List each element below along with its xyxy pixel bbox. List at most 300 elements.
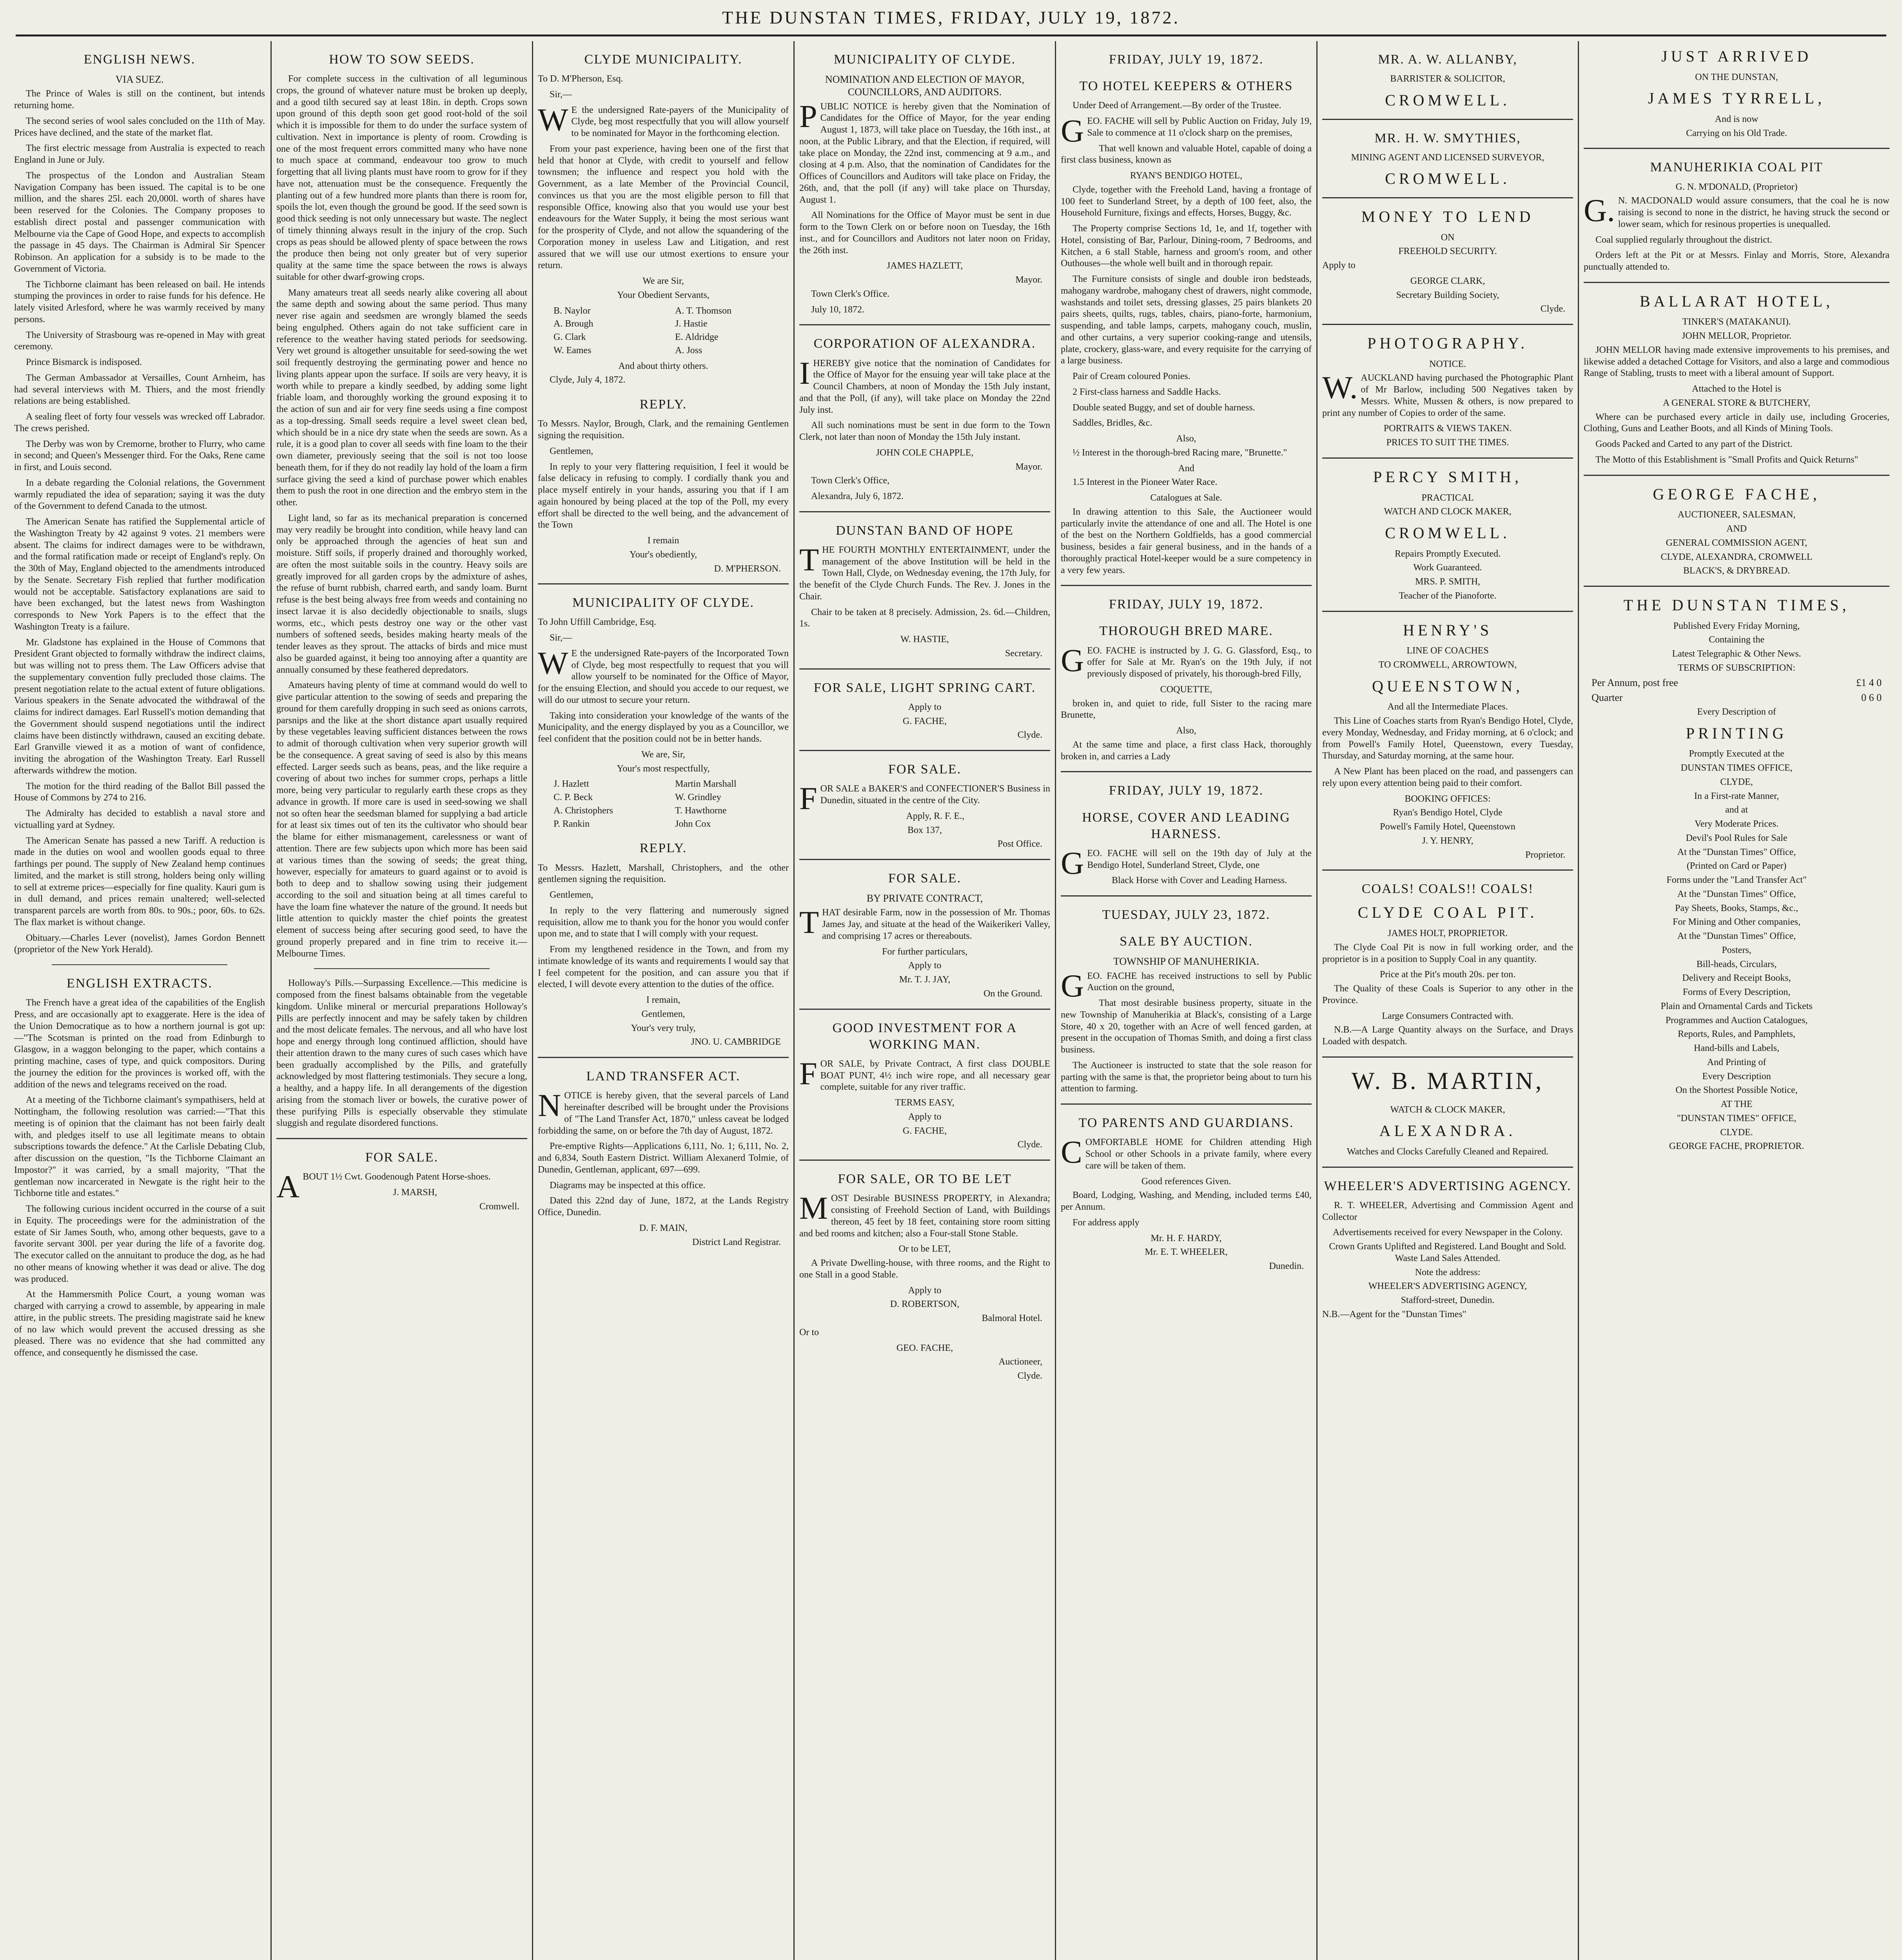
coach-line: And all the Intermediate Places. bbox=[1387, 702, 1508, 712]
signer: P. Rankin bbox=[554, 818, 590, 829]
for-sale-heading: FOR SALE. bbox=[888, 871, 962, 886]
coal-pit-owner: G. N. M'DONALD, (Proprietor) bbox=[1675, 181, 1798, 192]
section-rule bbox=[799, 324, 1050, 325]
martin-name: W. B. MARTIN, bbox=[1351, 1067, 1544, 1094]
times-line: Plain and Ornamental Cards and Tickets bbox=[1661, 1001, 1813, 1011]
section-rule bbox=[276, 1138, 527, 1139]
section-rule bbox=[799, 859, 1050, 860]
signer: J. Hazlett bbox=[554, 779, 589, 789]
percy-name: PERCY SMITH, bbox=[1373, 468, 1522, 486]
times-line: Very Moderate Prices. bbox=[1695, 819, 1779, 829]
apply-name: G. FACHE, bbox=[902, 1125, 947, 1136]
teacher-line: Teacher of the Pianoforte. bbox=[1399, 590, 1497, 601]
section-rule bbox=[1061, 771, 1312, 772]
column-5 bbox=[1061, 41, 1312, 1960]
news-paragraph: The American Senate has passed a new Tariff. A reduction is made in the duties on wool and woollen goods equal to three farthings per pound. The supply of New Zealand hemp continues limited, and the market is still strong, holders being only willing to sell at extreme prices—especially for fine quality. Kauri gum is in dull demand, and prices remain unaltered; well-selected transparent parcels are worth from 80s. to 90s.; poor, 60s. to 62s. The flax market is without change. bbox=[14, 835, 265, 927]
land-notice: NOTICE is hereby given, that the several parcels of Land hereinafter described will be brought under the Provisions of "The Land Transfer Act, 1870," unless caveat be lodged forbidding the same, on or before the 7th day of August, 1872. bbox=[538, 1087, 789, 1136]
sale-heading: FOR SALE. bbox=[365, 1150, 439, 1165]
band-of-hope-heading: DUNSTAN BAND OF HOPE bbox=[836, 523, 1014, 538]
hope-notice: Chair to be taken at 8 precisely. Admission, 2s. 6d.—Children, 1s. bbox=[799, 607, 1050, 629]
mrs-smith: MRS. P. SMITH, bbox=[1415, 577, 1481, 587]
times-line: Delivery and Receipt Books, bbox=[1682, 973, 1791, 984]
horse-ad: Black Horse with Cover and Leading Harness. bbox=[1112, 875, 1287, 886]
section-rule bbox=[1061, 895, 1312, 897]
closing: We are Sir, bbox=[642, 276, 684, 287]
booking-label: BOOKING OFFICES: bbox=[1405, 793, 1491, 804]
notice-label: NOTICE. bbox=[1429, 359, 1466, 369]
extract-paragraph: At a meeting of the Tichborne claimant's sympathisers, held at Nottingham, the following resolution was carried:—"That this meeting is of opinion that the claimant has not been fairly dealt with, and pledges itself to use all legitimate means to obtain subscriptions towards the defence." At the Carlisle Debating Club, after discussion on the question, "Is the Tichborne Claimant an Impostor?" it was carried, by a small majority, "That the gentleman now incarcerated in Newgate is the right heir to the Tichborne title and estates." bbox=[14, 1095, 265, 1199]
coach-line: LINE OF COACHES bbox=[1407, 646, 1489, 656]
signer: E. Aldridge bbox=[675, 332, 719, 343]
reply-heading: REPLY. bbox=[639, 841, 687, 856]
times-line: "DUNSTAN TIMES" OFFICE, bbox=[1677, 1113, 1797, 1123]
salutation: Sir,— bbox=[550, 89, 572, 100]
requisition-text: WE the undersigned Rate-payers of the Municipality of Clyde, beg most respectfully that you will allow yourself to be nominated for Mayor in the forthcoming election. bbox=[538, 102, 789, 139]
ballarat-sub: TINKER'S (MATAKANUI). bbox=[1682, 317, 1791, 327]
news-paragraph: Prince Bismarck is indisposed. bbox=[26, 357, 142, 368]
address-line: To D. M'Pherson, Esq. bbox=[538, 74, 623, 84]
apply-line: Apply to bbox=[908, 960, 942, 971]
holloway-ad: Holloway's Pills.—Surpassing Excellence.—This medicine is composed from the finest balsams obtainable from the vegetable kingdom. Unlike mineral or mercurial preparations Holloway's Pills are perfectly innocent and may be safely taken by children and the most delicate females. The nervous, and all who have lost hope and energy through long continued affliction, should have their attention drawn to the many cures of such cases which have been gradually accomplished by the Pills, and gratefully acknowledged by most flattering testimonials. They secure a long, a healthy, and a happy life. In all derangements of the digestion arising from the stomach liver or bowels, the curative power of these purifying Pills is especially observable they stimulate sluggish and regulate disordered functions. bbox=[276, 978, 527, 1129]
signer: G. Clark bbox=[554, 332, 586, 343]
closing: Your Obedient Servants, bbox=[617, 290, 710, 300]
apply-line: Apply to bbox=[908, 702, 942, 712]
news-paragraph: A sealing fleet of forty four vessels was wrecked off Labrador. The crews perished. bbox=[14, 412, 265, 434]
terms-line: TERMS EASY, bbox=[895, 1098, 955, 1108]
land-notice: Diagrams may be inspected at this office. bbox=[550, 1180, 706, 1191]
others-note: And about thirty others. bbox=[618, 361, 708, 371]
auction-ad: GEO. FACHE has received instructions to sell by Public Auction on the ground, bbox=[1061, 967, 1312, 1004]
apply-name: D. ROBERTSON, bbox=[890, 1299, 960, 1310]
photo-ad: W.AUCKLAND having purchased the Photographic Plant of Mr Barlow, including 500 Negatives taken by Messrs. White, Mussen & others, is now prepared to print any number of Copies to order of the same. bbox=[1322, 370, 1573, 418]
coal-ad: Large Consumers Contracted with. bbox=[1382, 1011, 1514, 1021]
martin-ad: Watches and Clocks Carefully Cleaned and Repaired. bbox=[1347, 1147, 1549, 1157]
coals-heading: COALS! COALS!! COALS! bbox=[1361, 882, 1534, 897]
reply-address: To Messrs. Hazlett, Marshall, Christophers, and the other gentlemen signing the requisition. bbox=[538, 862, 789, 885]
date-line: Clyde, July 4, 1872. bbox=[550, 375, 626, 385]
column-divider bbox=[532, 41, 533, 1960]
coal-owner: JAMES HOLT, PROPRIETOR. bbox=[1387, 928, 1508, 939]
registrar-title: District Land Registrar. bbox=[692, 1237, 781, 1247]
fache-and: AND bbox=[1726, 524, 1747, 534]
public-notice: All Nominations for the Office of Mayor must be sent in due form to the Town Clerk on or before noon on Tuesday, the 16th inst., and for Councillors and Auditors not later noon on Friday, the 26th inst. bbox=[799, 210, 1050, 256]
property-ad: A Private Dwelling-house, with three rooms, and the Right to one Stall in a good Stable. bbox=[799, 1258, 1050, 1280]
news-paragraph: The prospectus of the London and Australian Steam Navigation Company has been issued. The capital is to be one million, and the shares 25l. each 20,000l. worth of shares have been reserved for the Colonies. The Company proposes to establish direct postal and passenger communication with Melbourne via the Cape of Good Hope, and expects to accomplish the passage in 45 days. The Chairman is Admiral Sir Spencer Robinson. An application for a subsidy is to be made to the Government of Victoria. bbox=[14, 170, 265, 274]
section-rule bbox=[1584, 586, 1889, 587]
nomination-sub: NOMINATION AND ELECTION OF MAYOR, COUNCILLORS, AND AUDITORS. bbox=[825, 74, 1025, 98]
clyde-municipality-heading: CLYDE MUNICIPALITY. bbox=[584, 52, 742, 67]
smythies-place: CROMWELL. bbox=[1385, 170, 1510, 188]
mayor-title: Mayor. bbox=[1015, 461, 1042, 472]
news-paragraph: The Admiralty has decided to establish a naval store and victualling yard at Sydney. bbox=[14, 808, 265, 830]
news-paragraph: The German Ambassador at Versailles, Count Arnheim, has had several interviews with M. Thiers, and the most friendly relations are being established. bbox=[14, 372, 265, 407]
hotel-item: Saddles, Bridles, &c. bbox=[1073, 418, 1152, 428]
percy-title: WATCH AND CLOCK MAKER, bbox=[1384, 506, 1512, 517]
sale-place: Cromwell. bbox=[479, 1201, 519, 1212]
english-news-heading: ENGLISH NEWS. bbox=[83, 52, 196, 67]
section-rule bbox=[1322, 1167, 1573, 1168]
wheeler-ad: Crown Grants Uplifted and Registered. Land Bought and Sold. Waste Land Sales Attended. bbox=[1329, 1241, 1566, 1263]
apply-name: G. FACHE, bbox=[902, 716, 947, 726]
particulars: For further particulars, bbox=[882, 946, 967, 957]
wheeler-note: Note the address: bbox=[1415, 1267, 1481, 1278]
office-line: Town Clerk's Office. bbox=[811, 289, 890, 299]
mayor-name: JOHN COLE CHAPPLE, bbox=[876, 447, 974, 458]
times-line: Programmes and Auction Catalogues, bbox=[1665, 1015, 1808, 1025]
coach-line: QUEENSTOWN, bbox=[1372, 677, 1523, 695]
subscription-terms: TERMS OF SUBSCRIPTION: bbox=[1677, 662, 1796, 673]
ballarat-ad: Goods Packed and Carted to any part of the District. bbox=[1595, 439, 1793, 450]
times-line: Published Every Friday Morning, bbox=[1673, 621, 1800, 631]
price-value: £1 4 0 bbox=[1856, 677, 1882, 688]
apply-place: Clyde. bbox=[1017, 1371, 1042, 1381]
column-1 bbox=[14, 41, 265, 1960]
hotel-ad: In drawing attention to this Sale, the Auctioneer would particularly invite the attendance of one and all. The Hotel is one of the best on the Northern Goldfields, has a good commercial business, besides a fair general business, and in the hands of a thoroughly practical Hotel-keeper would be a sure competency in a very few years. bbox=[1061, 506, 1312, 575]
article-paragraph: For complete success in the cultivation of all leguminous crops, the ground of whatever nature must be broken up deeply, and a good tilth secured say at least 18in. in depth. Crops sown upon ground of this depth soon get good root-hold of the soil which it is impossible for them to do under the surface system of cultivation. Next in importance is plenty of room. Crowding is one of the most frequent errors committed many who have none to much space at command, endeavour too grow to much forgetting that all living plants must have room to grow for if they have not, attenuation must be the consequence. Frequently the planting out of a few hundred more plants than there is room for, spoils the lot, even though the ground be good. If the seed sown is good thick seeding is not only unnecessary but waste. The neglect of timely thinning always result in the injury of the crop. Such crops as peas should be allowed plenty of space between the rows the produce then being not only greater but of very superior quality at the same time the space between the rows is always suitable for other dwarf-growing crops. bbox=[276, 74, 527, 282]
percy-repairs: Repairs Promptly Executed. bbox=[1395, 548, 1501, 559]
photography-heading: PHOTOGRAPHY. bbox=[1367, 334, 1528, 352]
for-sale-heading: FOR SALE. bbox=[888, 762, 962, 777]
date-heading: FRIDAY, JULY 19, 1872. bbox=[1109, 597, 1264, 612]
times-line: DUNSTAN TIMES OFFICE, bbox=[1681, 763, 1793, 773]
percy-place: CROMWELL. bbox=[1385, 524, 1510, 542]
box-line: Box 137, bbox=[907, 825, 942, 835]
extract-paragraph: The French have a great idea of the capabilities of the English Press, and are occasionally apt to exaggerate. Here is the idea of the Union Democratique as to how a northern journal is got up:—"The Scotsman is printed on the road from Edinburgh to Glasgow, in a waggon belonging to the paper, which contains a printing machine, cases of type, and quick compositors. During the journey the edition for the provinces is worked off, with the addition of the news and telegrams received on the road. bbox=[14, 998, 265, 1090]
land-transfer-heading: LAND TRANSFER ACT. bbox=[586, 1069, 740, 1084]
date-line: Alexandra, July 6, 1872. bbox=[811, 491, 904, 502]
allanby-title: BARRISTER & SOLICITOR, bbox=[1390, 74, 1505, 84]
signer: W. Grindley bbox=[675, 792, 721, 803]
times-line: Posters, bbox=[1722, 945, 1751, 955]
times-line: And Printing of bbox=[1707, 1057, 1766, 1067]
or-to: Or to bbox=[799, 1327, 819, 1338]
times-line: Every Description of bbox=[1697, 707, 1776, 717]
arrived-line: Carrying on his Old Trade. bbox=[1686, 128, 1787, 138]
signer: W. Eames bbox=[554, 345, 592, 356]
column-3 bbox=[538, 41, 789, 1960]
coal-pit-ad: G.N. MACDONALD would assure consumers, that the coal he is now raising is second to none in the district, he having struck the second or lower seam, which for resinous properties is unequalled. bbox=[1584, 192, 1889, 229]
masthead-rule bbox=[16, 34, 1886, 36]
fache-title: GENERAL COMMISSION AGENT, bbox=[1666, 537, 1808, 548]
henry-heading: HENRY'S bbox=[1403, 621, 1493, 639]
date-heading: TUESDAY, JULY 23, 1872. bbox=[1102, 907, 1270, 922]
fache-places: BLACK'S, & DRYBREAD. bbox=[1683, 566, 1790, 576]
martin-place: ALEXANDRA. bbox=[1379, 1122, 1516, 1140]
news-paragraph: The Derby was won by Cremorne, brother to Flurry, who came in second; and Queen's Messenger third. For the Oaks, Rene came in first, and Louis second. bbox=[14, 439, 265, 473]
section-rule bbox=[799, 1009, 1050, 1010]
column-divider bbox=[1055, 41, 1056, 1960]
section-rule bbox=[1061, 585, 1312, 586]
times-line: On the Shortest Possible Notice, bbox=[1675, 1085, 1798, 1096]
property-ad: MOST Desirable BUSINESS PROPERTY, in Alexandra; consisting of Freehold Section of Land, with Buildings thereon, 45 feet by 18 feet, containing store room sitting and bed rooms and kitchen; also a Four-stall Stone Stable. bbox=[799, 1190, 1050, 1239]
printing-heading: PRINTING bbox=[1686, 724, 1788, 742]
office-line: Town Clerk's Office, bbox=[811, 475, 890, 486]
section-rule bbox=[1322, 324, 1573, 325]
times-line: Reports, Rules, and Pamphlets, bbox=[1678, 1029, 1795, 1040]
times-line: CLYDE. bbox=[1720, 1127, 1753, 1138]
hotel-item: ½ Interest in the thorough-bred Racing mare, "Brunette." bbox=[1073, 447, 1287, 458]
booking-office: Powell's Family Hotel, Queenstown bbox=[1380, 822, 1515, 832]
hotel-name: RYAN'S BENDIGO HOTEL, bbox=[1130, 171, 1243, 181]
times-line: Latest Telegraphic & Other News. bbox=[1672, 649, 1801, 659]
ballarat-motto: The Motto of this Establishment is "Small Profits and Quick Returns" bbox=[1595, 454, 1858, 465]
signer: B. Naylor bbox=[554, 305, 591, 316]
henry-sig: J. Y. HENRY, bbox=[1422, 835, 1474, 846]
section-rule bbox=[538, 1057, 789, 1058]
percy-title: PRACTICAL bbox=[1421, 492, 1474, 503]
booking-office: Ryan's Bendigo Hotel, Clyde bbox=[1393, 808, 1503, 818]
hotel-ad: Clyde, together with the Freehold Land, having a frontage of 100 feet to Sunderland Street, by a depth of 100 feet, also, the Household Furniture, fixings and effects, Horses, Buggy, &c. bbox=[1061, 184, 1312, 218]
signer: J. Hastie bbox=[675, 319, 708, 329]
secretary-title: Secretary. bbox=[1005, 648, 1042, 659]
section-rule bbox=[1322, 611, 1573, 612]
ballarat-heading: BALLARAT HOTEL, bbox=[1639, 292, 1834, 310]
fache-title: AUCTIONEER, SALESMAN, bbox=[1677, 510, 1796, 520]
filly-name: COQUETTE, bbox=[1160, 684, 1212, 695]
signer: A. Joss bbox=[675, 345, 702, 356]
municipality-clyde-heading: MUNICIPALITY OF CLYDE. bbox=[833, 52, 1016, 67]
hotel-item: Pair of Cream coloured Ponies. bbox=[1073, 371, 1191, 382]
times-line: and at bbox=[1725, 805, 1748, 815]
times-line: At the "Dunstan Times" Office, bbox=[1677, 931, 1796, 942]
column-7 bbox=[1584, 41, 1889, 1960]
apply-line: Apply to bbox=[908, 1111, 942, 1122]
times-line: Forms of Every Description, bbox=[1682, 987, 1791, 998]
column-2 bbox=[276, 41, 527, 1960]
wheeler-ad: Advertisements received for every Newspaper in the Colony. bbox=[1332, 1227, 1563, 1238]
smythies-title: MINING AGENT AND LICENSED SURVEYOR, bbox=[1351, 152, 1544, 163]
extract-paragraph: The following curious incident occurred in the course of a suit in Equity. The proceedings were for the administration of the estate of Sir James South, who, among other bequests, gave to a favorite servant 300l. per year during the life of a favorite dog. The executor called on the annuitant to produce the dog, as he had no other means of knowing whether it was dead or alive. The dog was produced. bbox=[14, 1204, 265, 1284]
coach-line: TO CROMWELL, ARROWTOWN, bbox=[1378, 659, 1517, 670]
sale-text: ABOUT 1½ Cwt. Goodenough Patent Horse-shoes. bbox=[276, 1169, 491, 1205]
times-line: AT THE bbox=[1721, 1099, 1753, 1110]
secretary-name: W. HASTIE, bbox=[900, 634, 949, 645]
address-line: To John Uffill Cambridge, Esq. bbox=[538, 617, 656, 628]
closing: Your's obediently, bbox=[629, 549, 697, 560]
apply-name: GEORGE CLARK, bbox=[1410, 276, 1485, 286]
allanby-name: MR. A. W. ALLANBY, bbox=[1378, 52, 1517, 67]
spring-cart-heading: FOR SALE, LIGHT SPRING CART. bbox=[813, 680, 1036, 695]
hotel-ad: That well known and valuable Hotel, capable of doing a first class business, known as bbox=[1061, 143, 1312, 165]
requisition-text: Taking into consideration your knowledge of the wants of the Municipality, and the energy displayed by you as a Councillor, we feel confident that the position could not be in better hands. bbox=[538, 710, 789, 744]
proprietor-line: GEORGE FACHE, PROPRIETOR. bbox=[1669, 1141, 1804, 1152]
farm-ad: THAT desirable Farm, now in the possession of Mr. Thomas James Jay, and situate at the head of the Waikerikeri Valley, and comprising 17 acres or thereabouts. bbox=[799, 904, 1050, 941]
fache-places: CLYDE, ALEXANDRA, CROMWELL bbox=[1661, 552, 1813, 562]
section-rule bbox=[1584, 148, 1889, 149]
article-paragraph: Amateurs having plenty of time at command would do well to give particular attention to the sowing of seeds and preparing the ground for them carefully dropping in such seed as onions carrots, parsnips and the like at the short distance apart usually required by these vegetables leaving sufficient distances between the rows to admit of thorough cultivation when very superior growth will be the consequence. A great saving of seed is also by this means effected. Larger seeds such as beans, peas, and the like require a covering of about two inches for summer crops, perhaps a little more, being very particular to regularly earth these crops as they advance in growth. If more care is used in seed-sowing we shall not so often hear the seedsman blamed for supplying a bad article for at least six times out of ten its the cultivator who should bear the blame for either mismanagement, carelessness or want of attention. There are few subjects upon which more has been said at various times than the sowing of seeds; the great thing, however, especially for amateurs to guard against or to avoid is both to deep and to shallow sowing using their judgement according to the soil and situation being at all times careful to have the loam fine whatever the nature of the ground. It needs but little attention to quickly master the chief points the greatest element of success being after securing good seed, to have the ground properly prepared and in fine trim to receive it.—Melbourne Times. bbox=[276, 680, 527, 959]
times-line: At the "Dunstan Times" Office, bbox=[1677, 889, 1796, 899]
section-rule bbox=[314, 968, 490, 969]
news-paragraph: The American Senate has ratified the Supplemental article of the Washington Treaty by 42 against 9 votes. 21 members were absent. The claims for indirect damages were to be withdrawn, and the formal ratification made or receipt of England's reply. On the 30th of May, England objected to the amendments introduced by the Senate. Secretary Fish replied that further modification would not be acceptable. Satisfactory explanations are said to have been exchanged, but the latest news from Washington corresponds to New York Papers is to the effect that the Washington Treaty is a failure. bbox=[14, 517, 265, 632]
times-line: CLYDE, bbox=[1720, 777, 1753, 787]
ballarat-ad: JOHN MELLOR having made extensive improvements to his premises, and likewise added a detached Cottage for Visitors, and also a large and commodious Range of Stabling, trusts to meet with a liberal amount of Support. bbox=[1584, 345, 1889, 379]
coal-price: Price at the Pit's mouth 20s. per ton. bbox=[1379, 969, 1516, 980]
apply-line: Apply to bbox=[908, 1285, 942, 1296]
closing: Your's very truly, bbox=[631, 1023, 696, 1033]
article-paragraph: Light land, so far as its mechanical preparation is concerned may very readily be brought into condition, while heavy land can only be approached through the agencies of heat sun and moisture. Stiff soils, if properly drained and thoroughly worked, are often the most suitable soils in the country. Heavy soils are greatly improved for all garden crops by the admixture of ashes, the refuse of burnt rubbish, charred earth, and sandy loam. Burnt refuse is the best being always free from weeds and containing no insect larvae it is also decidedly objectionable to snails, slugs worms, etc., which pests destroy one way or the other vast numbers of softened seeds, besides making hearty meals of the tender leaves as they sprout. The attacks of birds and mice must also be guarded against, it being too annoying after a quantity are annually consumed by these feathered depredators. bbox=[276, 513, 527, 675]
and-line: And bbox=[1178, 463, 1194, 474]
coal-pit-heading: MANUHERIKIA COAL PIT bbox=[1650, 160, 1823, 175]
arrived-line: ON THE DUNSTAN, bbox=[1695, 72, 1778, 82]
reply-signature: D. M'PHERSON. bbox=[714, 563, 781, 574]
parents-ad: COMFORTABLE HOME for Children attending High School or other Schools in a private family, where every care will be taken of them. bbox=[1061, 1134, 1312, 1171]
alexandra-notice: IHEREBY give notice that the nomination of Candidates for the Office of Mayor for the ensuing year will take place at the Council Chambers, at noon of Monday the 15th July instant, and that the Poll, (if any), will take place on Monday the 22nd July inst. bbox=[799, 355, 1050, 415]
ballarat-store: A GENERAL STORE & BUTCHERY, bbox=[1662, 397, 1811, 408]
money-heading: MONEY TO LEND bbox=[1361, 208, 1534, 225]
times-line: At the "Dunstan Times" Office, bbox=[1677, 847, 1796, 857]
column-divider bbox=[1316, 41, 1318, 1960]
address-apply: For address apply bbox=[1073, 1217, 1140, 1228]
times-line: Promptly Executed at the bbox=[1689, 749, 1784, 759]
news-paragraph: The University of Strasbourg was re-opened in May with great ceremony. bbox=[14, 330, 265, 352]
wheeler-address: Stafford-street, Dunedin. bbox=[1401, 1295, 1495, 1306]
hotel-ad: The Property comprise Sections 1d, 1e, and 1f, together with Hotel, consisting of Bar, Parlour, Dining-room, 7 Bedrooms, and Kitchen, a 6 stall Stable, harness and groom's room, and other Outhouses—the whole well built and in thorough repair. bbox=[1061, 223, 1312, 269]
tyrrell-name: JAMES TYRRELL, bbox=[1648, 89, 1825, 107]
investment-ad: FOR SALE, by Private Contract, A first class DOUBLE BOAT PUNT, 4½ inch wire rope, and all necessary gear complete, suitable for any river traffic. bbox=[799, 1055, 1050, 1093]
coach-ad: This Line of Coaches starts from Ryan's Bendigo Hotel, Clyde, every Monday, Wednesday, and Friday morning, at 6 o'clock; and from Powell's Family Hotel, Queenstown, every Tuesday, Thursday, and Saturday morning, at the same hour. bbox=[1322, 716, 1573, 761]
closing: Gentlemen, bbox=[641, 1009, 685, 1019]
news-paragraph: Obituary.—Charles Lever (novelist), James Gordon Bennett (proprietor of the New York Herald). bbox=[14, 933, 265, 955]
requisition-text: From your past experience, having been one of the first that held that honor at Clyde, with credit to yourself and fellow townsmen; the influence and respect you hold with the Government, as a late Member of the Provincial Council, convinces us that you are the most eligible person to fill that responsible Office, knowing also that you would use your best endeavours for the Water Supply, it being the most serious want for the prosperity of Clyde, and not allow the squandering of the Corporation money in useless Law and Litigation, and rest assured that we will use our utmost exertions to ensure your return. bbox=[538, 143, 789, 271]
signer: C. P. Beck bbox=[554, 792, 593, 803]
reply-address: To Messrs. Naylor, Brough, Clark, and the remaining Gentlemen signing the requisition. bbox=[538, 419, 789, 441]
section-rule bbox=[52, 964, 227, 965]
times-line: (Printed on Card or Paper) bbox=[1686, 861, 1787, 871]
column-divider bbox=[270, 41, 272, 1960]
henry-title: Proprietor. bbox=[1525, 849, 1565, 860]
portraits-line: PORTRAITS & VIEWS TAKEN. bbox=[1383, 423, 1512, 434]
post-office: Post Office. bbox=[997, 839, 1042, 849]
reply-text: In reply to the very flattering and numerously signed requisition, allow me to thank you for the honor you would confer upon me, and to state that I will comply with your request. bbox=[538, 905, 789, 939]
references: Good references Given. bbox=[1141, 1176, 1231, 1187]
section-rule bbox=[1061, 1103, 1312, 1105]
section-rule bbox=[799, 511, 1050, 512]
hotel-keepers-heading: TO HOTEL KEEPERS & OTHERS bbox=[1079, 79, 1293, 94]
column-4 bbox=[799, 41, 1050, 1960]
extract-paragraph: At the Hammersmith Police Court, a young woman was charged with carrying a crowd to assemble, by appearing in male attire, in the public streets. The presiding magistrate said he knew of no law which would prevent the accused dressing as she pleased. There was no evidence that she had committed any offence, and consequently he dismissed the case. bbox=[14, 1289, 265, 1358]
alexandra-notice: All such nominations must be sent in due form to the Town Clerk, not later than noon of Monday the 15th July instant. bbox=[799, 420, 1050, 443]
smythies-name: MR. H. W. SMYTHIES, bbox=[1374, 131, 1521, 145]
apply-place: Dunedin. bbox=[1269, 1261, 1304, 1272]
signer: John Cox bbox=[675, 818, 711, 829]
sale-or-let-heading: FOR SALE, OR TO BE LET bbox=[838, 1172, 1012, 1187]
price-value: 0 6 0 bbox=[1861, 691, 1882, 703]
parents-heading: TO PARENTS AND GUARDIANS. bbox=[1078, 1116, 1294, 1131]
times-line: Bill-heads, Circulars, bbox=[1696, 959, 1777, 969]
ballarat-ad: Where can be purchased every article in daily use, including Groceries, Clothing, Guns and Leather Boots, and all Kinds of Mining Tools. bbox=[1584, 412, 1889, 434]
dunstan-times-heading: THE DUNSTAN TIMES, bbox=[1623, 596, 1850, 614]
allanby-place: CROMWELL. bbox=[1385, 91, 1510, 109]
arrived-line: And is now bbox=[1715, 114, 1759, 124]
apply-name: Mr. T. J. JAY, bbox=[899, 975, 951, 985]
hotel-ad: The Furniture consists of single and double iron bedsteads, mahogany wardrobe, mahogany chest of drawers, night commode, washstands and toilet sets, dressing glasses, 25 pairs blankets 20 pairs sheets, quilts, rugs, tables, chairs, piano-forte, harmonium, suspending, and table lamps, carpets, mahogany couch, muslin, and other curtains, a very superior cooking-range and utensils, plate, crockery, glass-ware, and every requisite for the carrying of a large business. bbox=[1061, 274, 1312, 366]
mayor-name: JAMES HAZLETT, bbox=[886, 261, 963, 271]
price-row bbox=[1592, 677, 1882, 689]
hope-notice: THE FOURTH MONTHLY ENTERTAINMENT, under the management of the above Institution will be held in the Town Hall, Clyde, on Wednesday evening, the 17th July, for the benefit of the Clyde Church Funds. The Rev. J. Jones in the Chair. bbox=[799, 541, 1050, 602]
mare-ad: At the same time and place, a first class Hack, thoroughly broken in, and carries a Lady bbox=[1061, 739, 1312, 762]
alexandra-heading: CORPORATION OF ALEXANDRA. bbox=[813, 336, 1036, 351]
price-row bbox=[1592, 691, 1882, 704]
closing: I remain bbox=[647, 535, 679, 546]
auction-ad: That most desirable business property, situate in the new Township of Manuherikia at Black's, consisting of a Large Store, 40 x 20, together with an Acre of well fenced garden, at present in the occupation of Thomas Smith, and doing a first class business. bbox=[1061, 998, 1312, 1055]
township-sub: TOWNSHIP OF MANUHERIKIA. bbox=[1113, 956, 1259, 967]
mare-ad: broken in, and quiet to ride, full Sister to the racing mare Brunette, bbox=[1061, 698, 1312, 720]
section-rule bbox=[1322, 119, 1573, 120]
masthead: THE DUNSTAN TIMES, FRIDAY, JULY 19, 1872. bbox=[722, 7, 1180, 27]
price-label: Per Annum, post free bbox=[1592, 677, 1678, 688]
investment-heading: GOOD INVESTMENT FOR A WORKING MAN. bbox=[832, 1020, 1017, 1052]
money-on: ON bbox=[1441, 232, 1455, 243]
price-label: Quarter bbox=[1592, 691, 1623, 703]
coach-ad: A New Plant has been placed on the road, and passengers can rely upon every attention being paid to their comfort. bbox=[1322, 766, 1573, 788]
times-line: For Mining and Other companies, bbox=[1673, 917, 1800, 927]
mare-ad: GEO. FACHE is instructed by J. G. G. Glassford, Esq., to offer for Sale at Mr. Ryan's on the 19th July, if not previously disposed of privately, his thorough-bred Filly, bbox=[1061, 642, 1312, 679]
salutation: Gentlemen, bbox=[550, 446, 593, 456]
section-rule bbox=[799, 750, 1050, 751]
coal-ad: The Quality of these Coals is Superior to any other in the Province. bbox=[1322, 984, 1573, 1005]
also-line: Also, bbox=[1176, 434, 1196, 444]
section-rule bbox=[538, 583, 789, 584]
hotel-item: 1.5 Interest in the Pioneer Water Race. bbox=[1073, 477, 1218, 488]
reply-heading: REPLY. bbox=[639, 397, 687, 412]
registrar-name: D. F. MAIN, bbox=[639, 1223, 688, 1233]
ballarat-owner: JOHN MELLOR, Proprietor. bbox=[1682, 331, 1791, 341]
reply-text: From my lengthened residence in the Town, and from my intimate knowledge of its wants and requirements I would say that I feel competent for the position, and can assure you that if elected, I will devote every attention to the duties of the office. bbox=[538, 944, 789, 990]
date-heading: FRIDAY, JULY 19, 1872. bbox=[1109, 52, 1264, 67]
section-rule bbox=[799, 668, 1050, 670]
news-paragraph: The first electric message from Australia is expected to reach England in June or July. bbox=[14, 143, 265, 165]
times-line: Every Description bbox=[1702, 1071, 1771, 1082]
farm-sub: BY PRIVATE CONTRACT, bbox=[866, 893, 983, 904]
coal-pit-ad: Orders left at the Pit or at Messrs. Finlay and Morris, Store, Alexandra punctually attended to. bbox=[1584, 250, 1889, 272]
column-divider bbox=[1578, 41, 1579, 1960]
wheeler-heading: WHEELER'S ADVERTISING AGENCY. bbox=[1324, 1178, 1572, 1193]
reply-signature: JNO. U. CAMBRIDGE bbox=[691, 1037, 781, 1047]
news-paragraph: The Tichborne claimant has been released on bail. He intends stumping the provinces in order to raise funds for his defence. He lately visited Arlesford, where he was warmly received by many persons. bbox=[14, 279, 265, 325]
wheeler-ad: R. T. WHEELER, Advertising and Commission Agent and Collector bbox=[1322, 1200, 1573, 1222]
baker-ad: FOR SALE a BAKER'S and CONFECTIONER'S Business in Dunedin, situated in the centre of the City. bbox=[799, 780, 1050, 817]
article-paragraph: Many amateurs treat all seeds nearly alike covering all about the same depth and sowing about the same period. Thus many never rise again and seedsmen are wrongly blamed the seeds being engulphed. Others again do not take sufficient care in reference to the weather having stated periods for seedsowing. Very wet ground is altogether unsuitable for seed-sowing the wet soil frequently destroying the germinating power and hence no living plants appear upon the surface. If soils are very heavy, it is worth while to prepare a kindly seedbed, by adding some light friable loam, and thoroughly working the ground exposing it to the action of sun and air for very fine seeds using a fine compost as a top-dressing. Small seeds require a level sweet clean bed, which should be in a nice dry state when the seeds are sown. As a rule, it is a good plan to cover all seeds with fine loam to the their own diameter, previously seeing that the soil is not too loose beneath them, for if they do not readily lay hold of the loam a firm surface giving the seed a kind of purchase power which enables them to push the root in one direction and the embryo stem in the other. bbox=[276, 287, 527, 508]
also-line: Also, bbox=[1176, 726, 1196, 736]
sale-name: J. MARSH, bbox=[393, 1187, 437, 1198]
salutation: Gentlemen, bbox=[550, 890, 593, 900]
parents-ad: Board, Lodging, Washing, and Mending, included terms £40, per Annum. bbox=[1061, 1190, 1312, 1212]
times-line: In a First-rate Manner, bbox=[1694, 791, 1779, 801]
horse-heading: HORSE, COVER AND LEADING HARNESS. bbox=[1082, 810, 1290, 841]
news-paragraph: The Prince of Wales is still on the continent, but intends returning home. bbox=[14, 89, 265, 111]
section-rule bbox=[1322, 457, 1573, 459]
hotel-ad: GEO. FACHE will sell by Public Auction on Friday, July 19, Sale to commence at 11 o'clock sharp on the premises, bbox=[1061, 113, 1312, 149]
sow-seeds-heading: HOW TO SOW SEEDS. bbox=[329, 52, 475, 67]
english-extracts-heading: ENGLISH EXTRACTS. bbox=[66, 976, 213, 991]
auction-ad: The Auctioneer is instructed to state that the sole reason for parting with the same is that, the proprietor being about to turn his attention to farming. bbox=[1061, 1060, 1312, 1094]
just-arrived-heading: JUST ARRIVED bbox=[1661, 47, 1812, 65]
land-notice: Pre-emptive Rights—Applications 6,111, No. 1; 6,111, No. 2, and 6,834, South Eastern District. William Alexanerd Tolmie, of Dunedin, Gentleman, applicant, 697—699. bbox=[538, 1141, 789, 1175]
requisition-text: WE the undersigned Rate-payers of the Incorporated Town of Clyde, beg most respectfully to request that you will allow yourself to be nominated for the Office of Mayor, for the ensuing Election, and should you accede to our request, we will do our utmost to secure your return. bbox=[538, 645, 789, 705]
wheeler-address: WHEELER'S ADVERTISING AGENCY, bbox=[1368, 1281, 1527, 1292]
apply-name: GEO. FACHE, bbox=[896, 1343, 953, 1353]
date-line: July 10, 1872. bbox=[811, 304, 865, 315]
municipality-heading: MUNICIPALITY OF CLYDE. bbox=[572, 595, 755, 610]
apply-place: Clyde. bbox=[1017, 1140, 1042, 1150]
date-heading: FRIDAY, JULY 19, 1872. bbox=[1109, 783, 1264, 798]
news-paragraph: The motion for the third reading of the Ballot Bill passed the House of Commons by 274 to 216. bbox=[14, 781, 265, 803]
coal-pit-ad: Coal supplied regularly throughout the district. bbox=[1595, 234, 1772, 245]
section-rule bbox=[1322, 869, 1573, 871]
coal-ad: N.B.—A Large Quantity always on the Surface, and Drays Loaded with despatch. bbox=[1322, 1025, 1573, 1047]
section-rule bbox=[1584, 282, 1889, 283]
reply-text: In reply to your very flattering requisition, I feel it would be false delicacy in refusing to comply. I cordially thank you and place myself entirely in your hands, assuring you that if I am again honoured by being placed at the top of the Poll, my every effort shall be directed to the well being, and the advancement of the Town bbox=[538, 461, 789, 530]
